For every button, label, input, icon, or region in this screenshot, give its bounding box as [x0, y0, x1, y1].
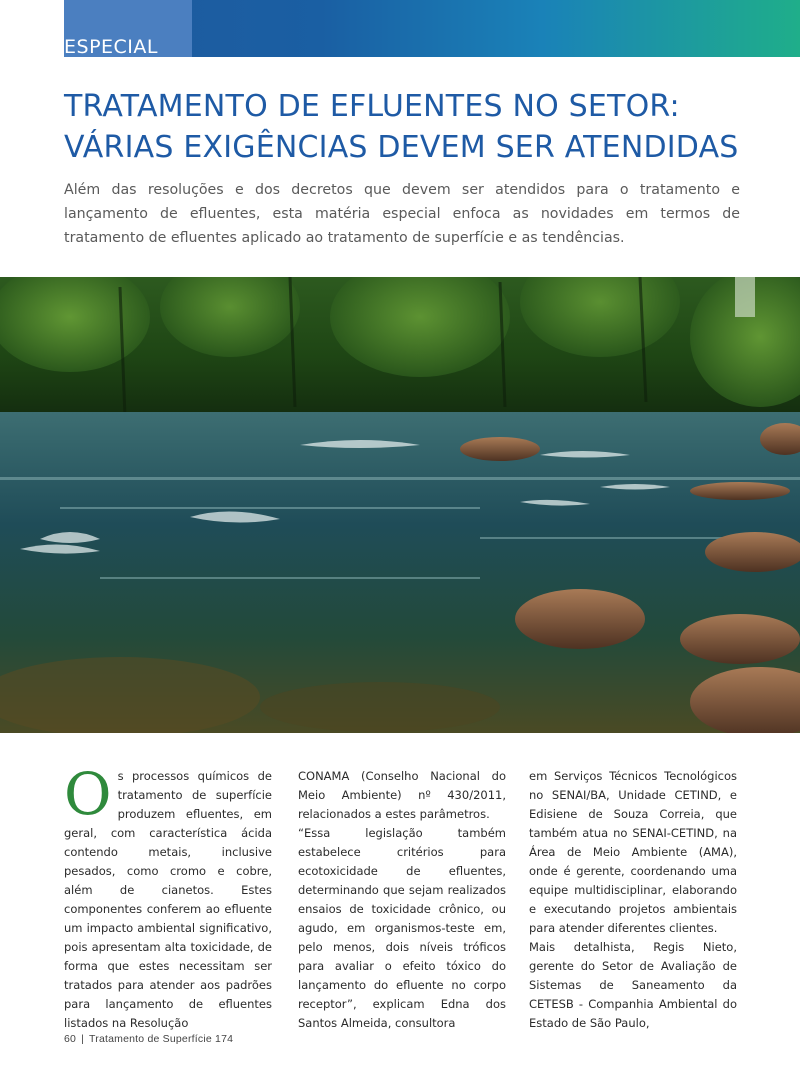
- article-title-line-1: TRATAMENTO DE EFLUENTES NO SETOR:: [64, 89, 680, 124]
- article-paragraph: “Essa legislação também estabelece critérios para ecotoxicidade de efluentes, determinando que sejam realizados ensaios de toxicidade crônico, ou agudo, em organismos-teste em, pelo menos, dois níveis tróficos para avaliar o efeito tóxico do lançamento do efluente no corpo receptor”, explicam Edna dos Santos Almeida, consultora: [298, 826, 506, 1030]
- article-column-1: [64, 760, 272, 1033]
- article-body: [64, 760, 737, 1030]
- article-title: [64, 86, 764, 168]
- article-intro: Além das resoluções e dos decretos que devem ser atendidos para o tratamento e lançamento de efluentes, esta matéria especial enfoca as novidades em termos de tratamento de efluentes aplicado ao tratamento de superfície e as tendências.: [64, 182, 740, 246]
- page-number: 60: [64, 1033, 77, 1045]
- article-column-2: [298, 767, 506, 1033]
- river-photo: [0, 277, 800, 733]
- footer-separator: |: [81, 1033, 85, 1045]
- publication-name: Tratamento de Superfície 174: [89, 1033, 234, 1045]
- article-title-line-2: VÁRIAS EXIGÊNCIAS DEVEM SER ATENDIDAS: [64, 130, 739, 165]
- article-column-3: [529, 767, 737, 1033]
- drop-cap: O: [64, 760, 112, 828]
- section-label: ESPECIAL: [64, 36, 158, 58]
- article-paragraph: em Serviços Técnicos Tecnológicos no SENAI/BA, Unidade CETIND, e Edisiene de Souza Correia, que também atua no SENAI-CETIND, na Área de Meio Ambiente (AMA), onde é gerente, coordenando uma equipe multidisciplinar, elaborando e executando projetos ambientais para atender diferentes clientes.: [529, 769, 737, 935]
- article-paragraph: CONAMA (Conselho Nacional do Meio Ambiente) nº 430/2011, relacionados a estes parâmetros.: [298, 769, 506, 821]
- article-paragraph: Mais detalhista, Regis Nieto, gerente do Setor de Avaliação de Sistemas de Saneamento da CETESB - Companhia Ambiental do Estado de São Paulo,: [529, 940, 737, 1030]
- article-paragraph: s processos químicos de tratamento de superfície produzem efluentes, em geral, com característica ácida contendo metais, inclusive pesados, como cromo e cobre, além de cianetos. Estes componentes conferem ao efluente um impacto ambiental significativo, pois apresentam alta toxicidade, de forma que estes necessitam ser tratados para atender aos padrões para lançamento de efluentes listados na Resolução: [64, 769, 272, 1030]
- page-footer: [64, 1033, 233, 1045]
